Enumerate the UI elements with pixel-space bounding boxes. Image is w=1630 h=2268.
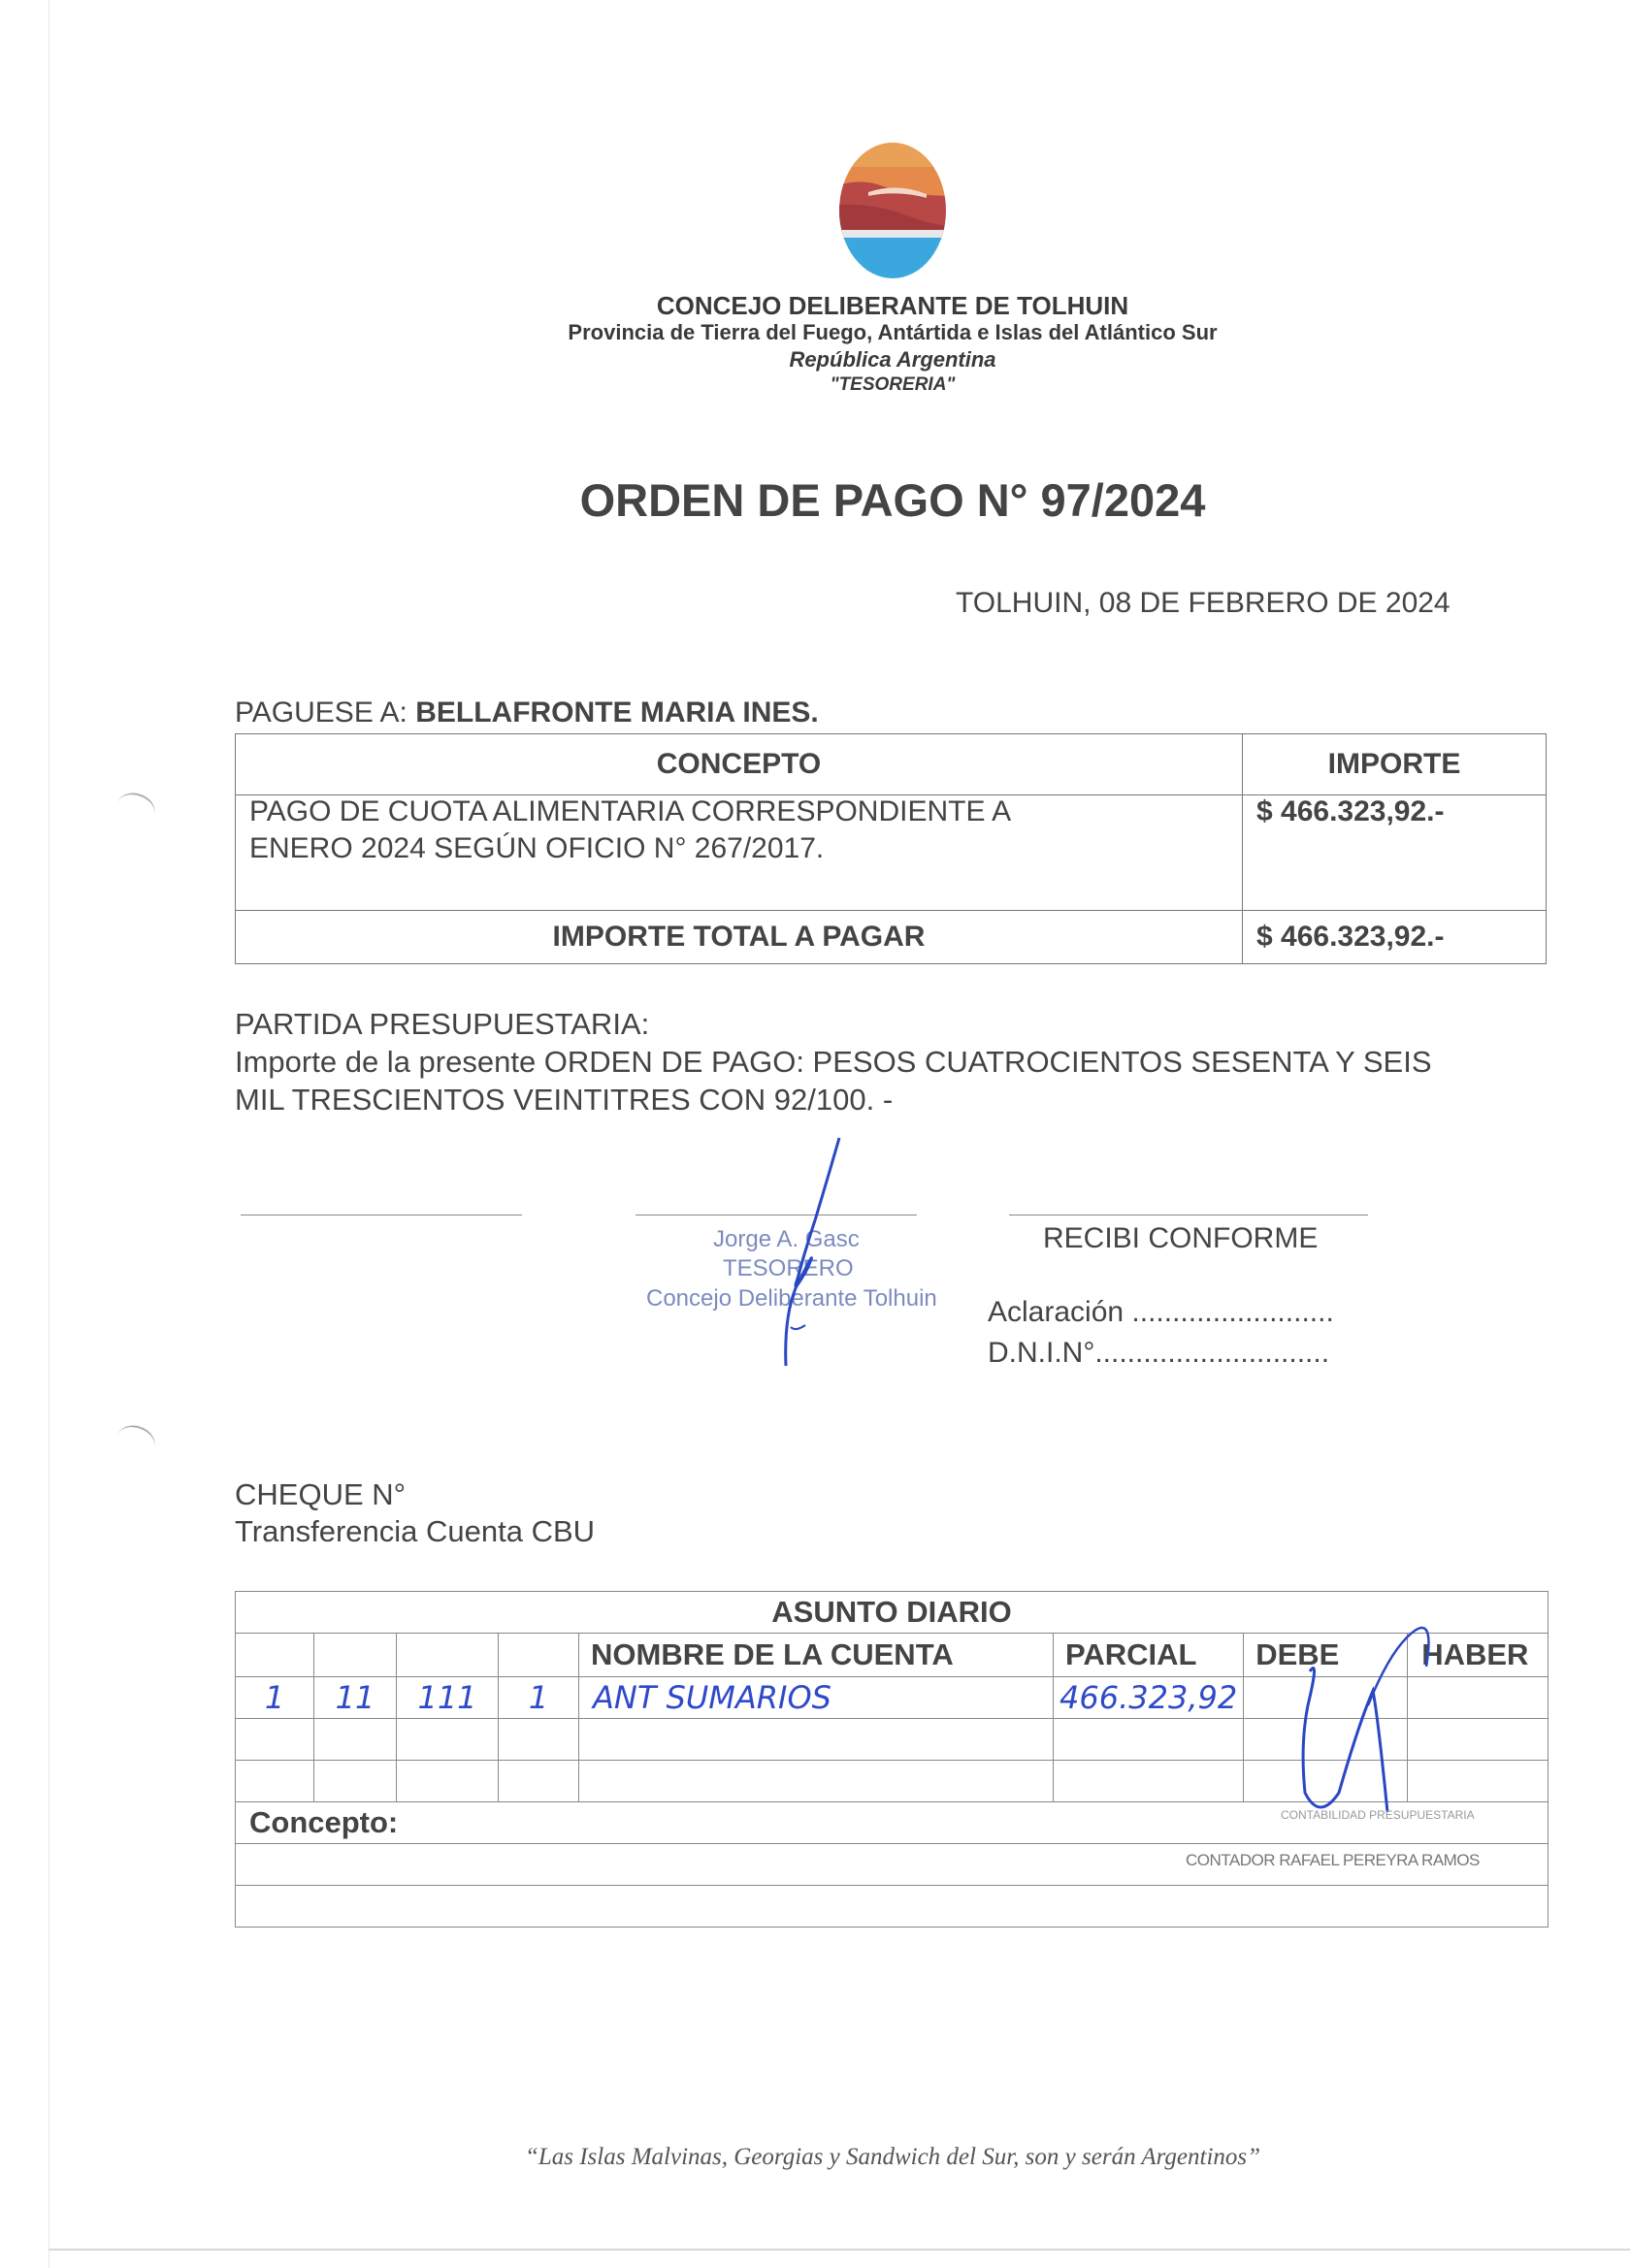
- council-logo-icon: [830, 138, 956, 283]
- budget-section: [235, 1005, 1554, 1118]
- partial-header: PARCIAL: [1054, 1634, 1244, 1677]
- dni-field: D.N.I.N°.............................: [988, 1337, 1330, 1369]
- code-cell: 1: [499, 1677, 579, 1719]
- transfer-label: Transferencia Cuenta CBU: [235, 1514, 596, 1548]
- payment-method: [235, 1476, 595, 1550]
- concept-cell: [236, 795, 1243, 911]
- document-title: ORDEN DE PAGO N° 97/2024: [579, 474, 1206, 526]
- amount-in-words-line: Importe de la presente ORDEN DE PAGO: PESOS CUATROCIENTOS SESENTA Y SEIS: [235, 1045, 1432, 1079]
- concept-label: Concepto:: [236, 1802, 1548, 1844]
- code-cell: 11: [314, 1677, 397, 1719]
- treasurer-stamp-name: Jorge A. Gasc: [713, 1226, 860, 1252]
- punch-hole-mark: [113, 788, 160, 830]
- treasurer-stamp-role: TESORERO: [723, 1255, 854, 1281]
- clarification-field: Aclaración .........................: [988, 1296, 1334, 1328]
- received-label: RECIBI CONFORME: [1043, 1222, 1319, 1254]
- accountant-stamp-name: CONTADOR RAFAEL PEREYRA RAMOS: [1186, 1851, 1480, 1869]
- total-label: IMPORTE TOTAL A PAGAR: [236, 911, 1243, 964]
- treasurer-signature-icon: [737, 1133, 854, 1376]
- amount-header: IMPORTE: [1243, 734, 1547, 795]
- org-republic: República Argentina: [789, 347, 996, 372]
- org-name: CONCEJO DELIBERANTE DE TOLHUIN: [656, 291, 1129, 320]
- journal-title: ASUNTO DIARIO: [236, 1592, 1548, 1634]
- account-name-header: NOMBRE DE LA CUENTA: [579, 1634, 1054, 1677]
- org-department: "TESORERIA": [830, 374, 956, 395]
- org-province: Provincia de Tierra del Fuego, Antártida e Islas del Atlántico Sur: [568, 320, 1218, 344]
- page-bottom-edge: [49, 2249, 1630, 2251]
- punch-hole-mark: [113, 1420, 160, 1463]
- table-row: [236, 795, 1547, 911]
- amount-cell: $ 466.323,92.-: [1243, 795, 1547, 911]
- payee-line: [235, 697, 819, 729]
- account-cell: ANT SUMARIOS: [579, 1677, 1054, 1719]
- concept-header: CONCEPTO: [236, 734, 1243, 795]
- credit-header: HABER: [1408, 1634, 1548, 1677]
- payee-name: BELLAFRONTE MARIA INES.: [415, 697, 819, 729]
- concept-line: ENERO 2024 SEGÚN OFICIO N° 267/2017.: [249, 832, 825, 864]
- budget-label: PARTIDA PRESUPUESTARIA:: [235, 1007, 650, 1041]
- total-row: [236, 911, 1547, 964]
- debit-header: DEBE: [1244, 1634, 1408, 1677]
- treasurer-stamp-org: Concejo Deliberante Tolhuin: [646, 1285, 937, 1312]
- cheque-label: CHEQUE N°: [235, 1477, 407, 1511]
- payment-table: [235, 733, 1547, 964]
- partial-cell: 466.323,92: [1054, 1677, 1244, 1719]
- accountant-stamp-line: CONTABILIDAD PRESUPUESTARIA: [1281, 1808, 1475, 1822]
- concept-line: PAGO DE CUOTA ALIMENTARIA CORRESPONDIENTE A: [249, 795, 1012, 827]
- total-amount: $ 466.323,92.-: [1243, 911, 1547, 964]
- payee-label: PAGUESE A:: [235, 697, 408, 729]
- code-cell: 1: [236, 1677, 314, 1719]
- amount-in-words-line: MIL TRESCIENTOS VEINTITRES CON 92/100. -: [235, 1083, 894, 1117]
- footer-motto: “Las Islas Malvinas, Georgias y Sandwich del Sur, son y serán Argentinos”: [524, 2144, 1261, 2170]
- issue-date: TOLHUIN, 08 DE FEBRERO DE 2024: [956, 587, 1451, 619]
- code-cell: 111: [397, 1677, 499, 1719]
